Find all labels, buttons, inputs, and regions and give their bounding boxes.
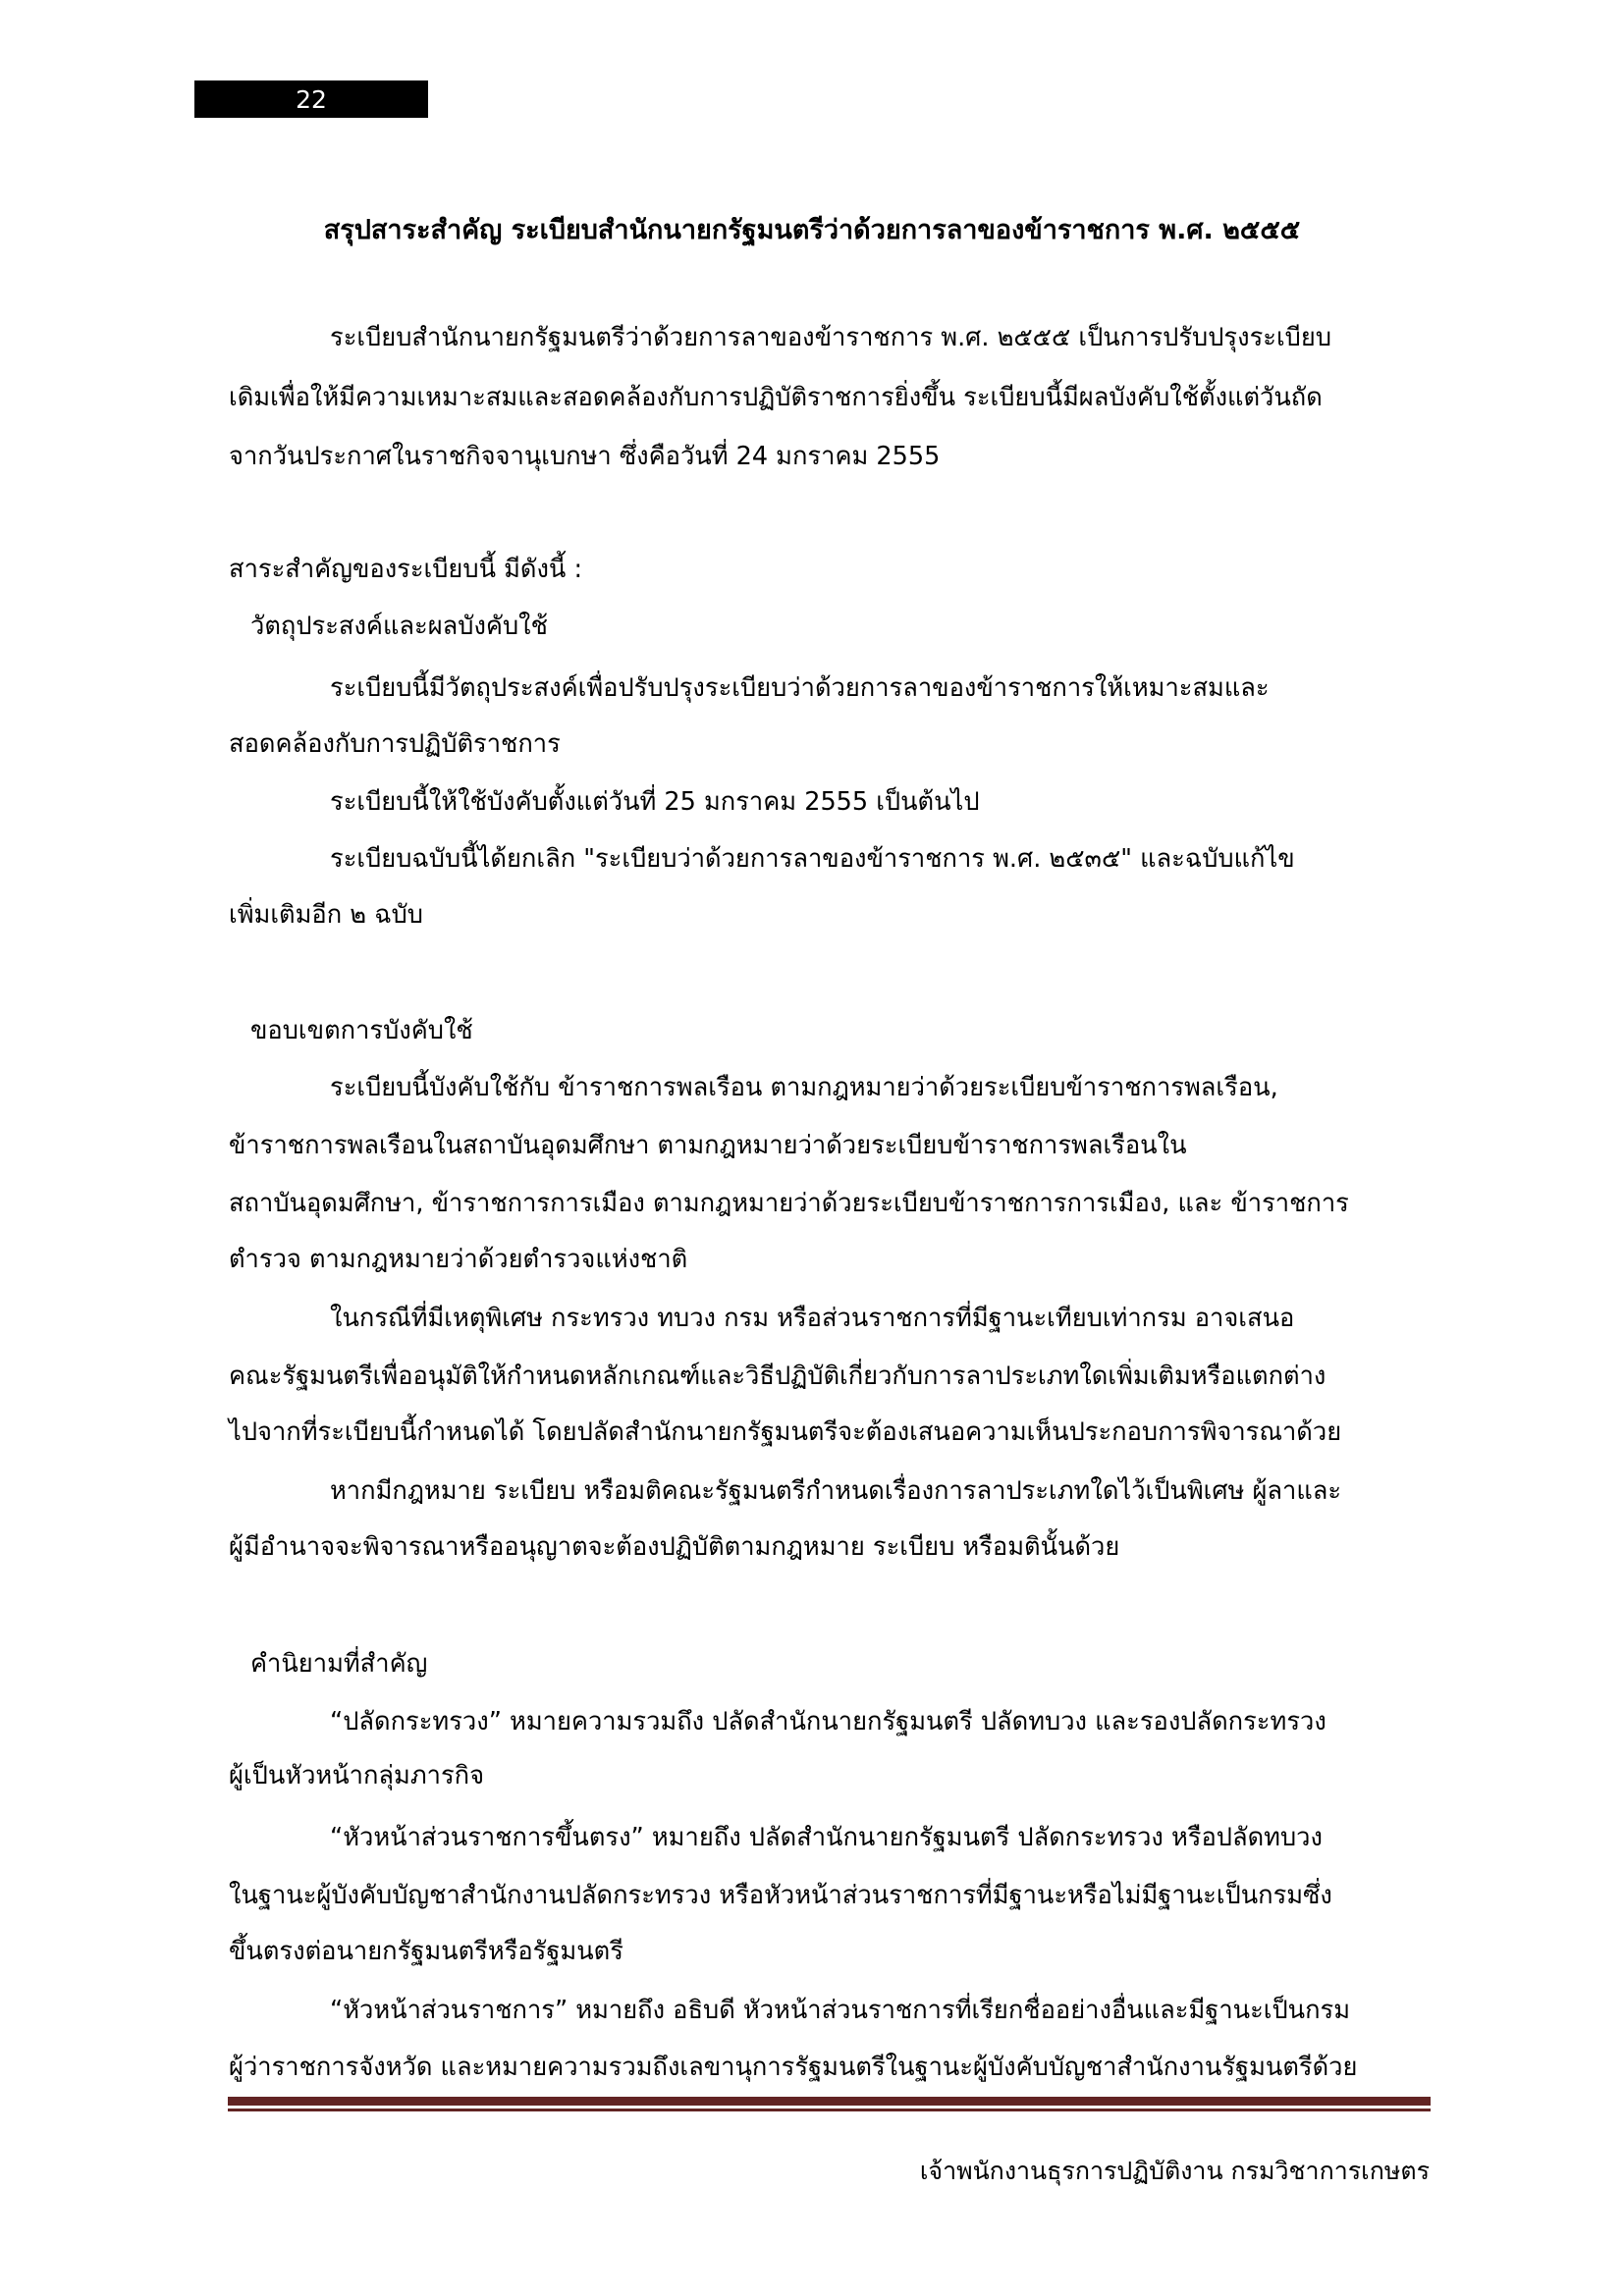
text-line: ในฐานะผู้บังคับบัญชาสำนักงานปลัดกระทรวง หรือหัวหน้าส่วนราชการที่มีฐานะหรือไม่มีฐานะเป็นกรมซึ่ง <box>229 1881 1332 1910</box>
document-title: สรุปสาระสำคัญ ระเบียบสำนักนายกรัฐมนตรีว่าด้วยการลาของข้าราชการ พ.ศ. ๒๕๕๕ <box>323 215 1301 245</box>
text-line: ข้าราชการพลเรือนในสถาบันอุดมศึกษา ตามกฎหมายว่าด้วยระเบียบข้าราชการพลเรือนใน <box>229 1131 1187 1160</box>
text-line: ระเบียบฉบับนี้ได้ยกเลิก "ระเบียบว่าด้วยการลาของข้าราชการ พ.ศ. ๒๕๓๕" และฉบับแก้ไข <box>330 844 1295 874</box>
page-number-bar <box>194 80 428 118</box>
text-line: เพิ่มเติมอีก ๒ ฉบับ <box>229 900 423 930</box>
footer-rule-thin <box>228 2109 1431 2111</box>
text-line: หากมีกฎหมาย ระเบียบ หรือมติคณะรัฐมนตรีกำหนดเรื่องการลาประเภทใดไว้เป็นพิเศษ ผู้ลาและ <box>330 1476 1342 1506</box>
text-line: “ปลัดกระทรวง” หมายความรวมถึง ปลัดสำนักนายกรัฐมนตรี ปลัดทบวง และรองปลัดกระทรวง <box>330 1707 1326 1736</box>
text-line: ผู้ว่าราชการจังหวัด และหมายความรวมถึงเลขานุการรัฐมนตรีในฐานะผู้บังคับบัญชาสำนักงานรัฐมนตรีด้วย <box>229 2053 1358 2082</box>
footer-rule-thick <box>228 2097 1431 2106</box>
text-line: จากวันประกาศในราชกิจจานุเบกษา ซึ่งคือวันที่ 24 มกราคม 2555 <box>229 442 941 471</box>
text-line: ไปจากที่ระเบียบนี้กำหนดได้ โดยปลัดสำนักนายกรัฐมนตรีจะต้องเสนอความเห็นประกอบการพิจารณาด้วย <box>229 1417 1342 1447</box>
text-line: ผู้เป็นหัวหน้ากลุ่มภารกิจ <box>229 1761 485 1790</box>
text-line: ผู้มีอำนาจจะพิจารณาหรืออนุญาตจะต้องปฏิบัติตามกฎหมาย ระเบียบ หรือมตินั้นด้วย <box>229 1532 1120 1562</box>
text-line: คณะรัฐมนตรีเพื่ออนุมัติให้กำหนดหลักเกณฑ์และวิธีปฏิบัติเกี่ยวกับการลาประเภทใดเพิ่มเติมหรือแตกต่าง <box>229 1362 1326 1391</box>
text-line: ขอบเขตการบังคับใช้ <box>250 1016 473 1045</box>
text-line: เดิมเพื่อให้มีความเหมาะสมและสอดคล้องกับการปฏิบัติราชการยิ่งขึ้น ระเบียบนี้มีผลบังคับใช้ตั้งแต่วันถัด <box>229 383 1323 412</box>
text-line: วัตถุประสงค์และผลบังคับใช้ <box>250 612 548 641</box>
text-line: สาระสำคัญของระเบียบนี้ มีดังนี้ : <box>229 555 583 584</box>
text-line: ระเบียบนี้มีวัตถุประสงค์เพื่อปรับปรุงระเบียบว่าด้วยการลาของข้าราชการให้เหมาะสมและ <box>330 673 1270 703</box>
text-line: คำนิยามที่สำคัญ <box>250 1649 428 1679</box>
text-line: ระเบียบนี้บังคับใช้กับ ข้าราชการพลเรือน ตามกฎหมายว่าด้วยระเบียบข้าราชการพลเรือน, <box>330 1073 1278 1102</box>
text-line: ในกรณีที่มีเหตุพิเศษ กระทรวง ทบวง กรม หรือส่วนราชการที่มีฐานะเทียบเท่ากรม อาจเสนอ <box>330 1304 1295 1333</box>
text-line: สถาบันอุดมศึกษา, ข้าราชการการเมือง ตามกฎหมายว่าด้วยระเบียบข้าราชการการเมือง, และ ข้าราชการ <box>229 1189 1349 1218</box>
text-line: “หัวหน้าส่วนราชการ” หมายถึง อธิบดี หัวหน้าส่วนราชการที่เรียกชื่ออย่างอื่นและมีฐานะเป็นกรม <box>330 1996 1351 2025</box>
text-line: “หัวหน้าส่วนราชการขึ้นตรง” หมายถึง ปลัดสำนักนายกรัฐมนตรี ปลัดกระทรวง หรือปลัดทบวง <box>330 1823 1323 1852</box>
text-line: ระเบียบนี้ให้ใช้บังคับตั้งแต่วันที่ 25 มกราคม 2555 เป็นต้นไป <box>330 787 980 817</box>
footer-text: เจ้าพนักงานธุรการปฏิบัติงาน กรมวิชาการเกษตร <box>919 2157 1430 2185</box>
text-line: สอดคล้องกับการปฏิบัติราชการ <box>229 729 561 759</box>
text-line: ตำรวจ ตามกฎหมายว่าด้วยตำรวจแห่งชาติ <box>229 1245 688 1274</box>
text-line: ขึ้นตรงต่อนายกรัฐมนตรีหรือรัฐมนตรี <box>229 1937 623 1966</box>
page-number: 22 <box>296 84 327 114</box>
text-line: ระเบียบสำนักนายกรัฐมนตรีว่าด้วยการลาของข้าราชการ พ.ศ. ๒๕๕๕ เป็นการปรับปรุงระเบียบ <box>330 323 1331 352</box>
